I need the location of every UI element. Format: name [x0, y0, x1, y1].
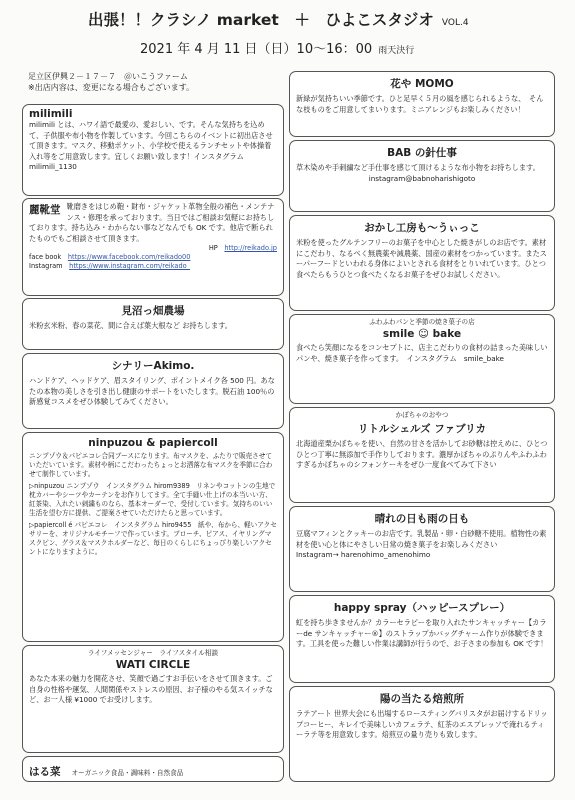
vendor-title: milimili: [29, 108, 73, 120]
vendor-title: WATI CIRCLE: [115, 659, 191, 671]
volume-label: VOL.4: [441, 18, 469, 28]
vendor-body: 米粉を使ったグルテンフリーのお菓子を中心とした焼きがしのお店です。素材にこだわり、なるべく無農薬や減農薬、国産の素材をつかっています。またスーパーフードといわれる身体によいとされる食材をとりいれています。ひとつ食べたらもうひとつ食べたくなるお菓子をぜひお試しください。: [296, 238, 547, 279]
vendor-body: 北海道産栗かぼちゃを使い、自然の甘さを活かしてお砂糖は控えめに、ひとつひとつ丁寧に無添加で手作りしております。濃厚かぼちゃのぷりんやふわふわすぎるかぼちゃのシフォンケーキをぜひ一度食べてみて下さい: [296, 439, 548, 469]
vendor-harenohi: [289, 506, 555, 592]
vendor-hinata: [289, 686, 555, 782]
vendor-body: milimili とは、ハワイ語で最愛の、愛おしい、です。そんな気持ちを込めて、子供服や布小物を作製しています。今回こちらのイベントに初出店させて頂きます。マスク、移動ポケット、小学校で使えるランチセットや体操着入れ等をご用意致します。宜しくお願い致します！インスタグラム milimili_1130: [29, 120, 273, 171]
ninpuzou-desc: ▷ninpuzou ニンプゾウ インスタグラム hirom9389 リネンやコットンの生地で枕カバーやシーツやカーテンをお作りしてます。全て手縫い仕上げの本当いい方、紅茶染、入れたい刺繍ものなら、基本オーダーで、受付しています。気持ちのいい生活を望む方に提供、ご提案させていただけたらと思っています。: [29, 482, 276, 517]
vendor-minuma: [22, 298, 284, 350]
vendor-body: 虹を持ち歩きませんか？カラーセラピーを取り入れたサンキャッチャー【カラーde サンキャッチャー®】のストラップかバッグチャーム作りが体験できます。工具を使った難しい作業は講師が行うので、お子さまの参加も OK です！: [296, 618, 548, 648]
reikado-ig: Instagram https://www.instagram.com/reikado_: [29, 262, 190, 270]
flyer-title: [88, 8, 575, 30]
vendor-little-shells: [289, 407, 555, 503]
vendor-body: あなた本来の魅力を開花させ、笑顔で過ごすお手伝いをさせて頂きます。ご自身の性格や運気、人間関係やストレスの原因、お子様のやる気スイッチなど、お一人様 ¥1000 でお受けします。: [29, 674, 273, 704]
vendor-title: smile ☺ bake: [382, 328, 462, 340]
reikado-hp: HP http://reikado.jp: [208, 244, 277, 252]
vendor-body: 豆腐マフィンとクッキーのお店です。乳製品・卵・白砂糖不使用。植物性の素材を使い心と体にやさしい日常の焼き菓子をお楽しみください: [296, 529, 547, 549]
vendor-title: 陽の当たる焙煎所: [380, 693, 464, 705]
vendor-smile-bake: [289, 314, 555, 404]
vendor-happy-spray: [289, 595, 555, 683]
papiercolle-desc: ▷papiercoll é パピエコレ インスタグラム hiro9455 紙や、布から、軽いアクセサリーを、オリジナルモチーフで作っています。ブローチ、ピアス、イヤリングマスクピン、グラス＆マスクホルダーなど、毎日のくらしにちょっぴり楽しいアクセントになりますように。: [29, 521, 277, 556]
vendor-title: シナリーAkimo.: [111, 360, 195, 372]
event-date: [140, 38, 575, 57]
vendor-subtitle: かぼちゃのおやつ: [395, 411, 449, 419]
vendor-body: 米粉玄米粉、春の菜花、間に合えば葉大根など お持ちします。: [29, 321, 232, 330]
vendor-title: 花や MOMO: [390, 78, 454, 90]
vendor-body: 草木染めや手刺繍など手仕事を感じて頂けるような布小物をお持ちします。: [296, 163, 540, 172]
vendor-title: リトルシェルズ ファブリカ: [357, 423, 487, 435]
hp-link[interactable]: http://reikado.jp: [224, 244, 277, 252]
vendor-instagram: instagram@babnoharishigoto: [368, 173, 476, 183]
vendor-hanaya-momo: [289, 71, 555, 137]
vendor-intro: ニンプゾウ＆パピエコレ合同ブースになります。布マスクを、ふたりで販売させていただいています。素材や柄にこだわったちょっとお洒落な布マスクを季節に合わせて制作しています。: [29, 452, 273, 478]
vendor-subtitle: ふわふわパンと季節の焼き菓子の店: [369, 318, 475, 326]
vendor-harunan: [22, 756, 284, 782]
vendor-title: 麗靴堂: [29, 204, 61, 216]
vendor-title: BAB の針仕事: [387, 147, 457, 159]
rain-note: 雨天決行: [378, 46, 415, 56]
event-title: 出張！！クラシノ market ＋ ひよこスタジオ: [88, 11, 434, 29]
vendor-title: はる菜: [29, 766, 61, 778]
facebook-link[interactable]: https://www.facebook.com/reikado00: [67, 253, 191, 261]
vendor-body: オーガニック食品・調味料・自然食品: [71, 769, 184, 777]
vendor-wati-circle: [22, 645, 284, 753]
reikado-fb: face book https://www.facebook.com/reikado00: [29, 253, 191, 261]
vendor-body: 新緑が気持ちいい季節です。ひと足早く５月の風を感じられるような、 そんな枝ものをご用意してまいります。ミニアレンジもお楽しみください！: [296, 94, 544, 114]
instagram-link[interactable]: https://www.instagram.com/reikado_: [69, 262, 190, 270]
vendor-instagram: Instagram→ harenohimo_amenohimo: [296, 550, 431, 559]
vendor-body: ハンドケア、ヘッドケア、眉スタイリング、ポイントメイク各 500 円。あなたの本物の美しさを引き出し健康のサポートをいたします。脱石油 100％の新感覚コスメをぜひ体験してみてください。: [29, 376, 275, 406]
vendor-title: おかし工房も～うぃっこ: [364, 222, 480, 234]
vendor-reikado: [22, 198, 284, 296]
vendor-title: happy spray（ハッピースプレー）: [333, 602, 511, 614]
vendor-ninpuzou: [22, 432, 284, 642]
vendor-body: ラテアート 世界大会にも出場するロースティングバリスタがお届けするドリップコーヒー、キレイで美味しいカフェラテ、紅茶のエスプレッソで淹れるティーラテ等を用意致します。焙煎豆の量り売りも致します。: [296, 709, 548, 739]
vendor-subtitle: ライフメッセンジャー ライフスタイル相談: [87, 649, 219, 657]
vendor-title: 晴れの日も雨の日も: [374, 513, 470, 525]
vendor-okashi: [289, 215, 555, 311]
vendor-body: 食べたら笑顔になるをコンセプトに、店主こだわりの食材の詰まった美味しいパンや、焼き菓子を作ってます。 インスタグラム smile_bake: [296, 343, 548, 363]
vendor-title: 見沼っ畑農場: [121, 305, 185, 317]
event-address: 足立区伊興２－１７－７ ＠いこうファーム ※出店内容は、変更になる場合もございます。: [28, 72, 195, 92]
vendor-milimili: [22, 104, 284, 196]
vendor-title: ninpuzou & papiercoll: [88, 437, 218, 449]
vendor-body: 靴磨きをはじめ鞄・財布・ジャケット革物全般の補色・メンテナンス・修理を承っております。当日ではご相談お気軽にお持ちしております。持ち込み・わからない事などなんでも OK です。他店で断られたものでもご相談させて頂きます。: [29, 202, 275, 243]
vendor-akimo: [22, 353, 284, 429]
date-text: 2021 年 4 月 11 日（日）10〜16：00: [140, 42, 373, 57]
vendor-bab: [289, 140, 555, 212]
